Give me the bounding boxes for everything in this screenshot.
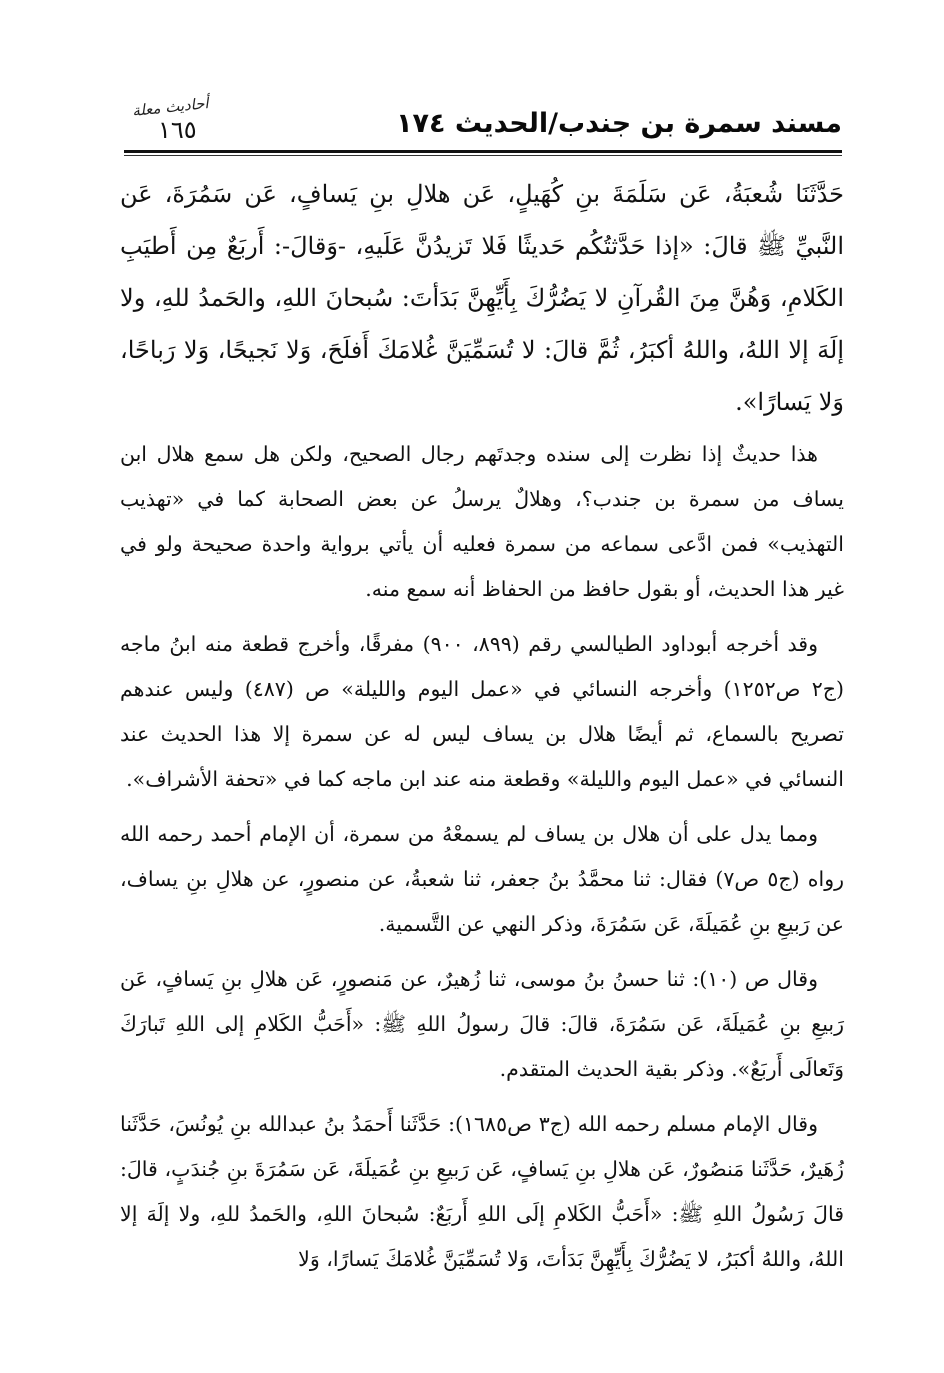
header-rule-thin <box>124 155 842 156</box>
header-rule <box>124 150 842 153</box>
page-number: ١٦٥ <box>158 116 197 144</box>
hadith-text: حَدَّثَنَا شُعبَةُ، عَن سَلَمَةَ بنِ كُهَيلٍ، عَن هلالِ بنِ يَسافٍ، عَن سَمُرَةَ، عَن النَّبيِّ ﷺ قالَ: «إذا حَدَّثتُكُم حَديثًا فَلا تَزيدُنَّ عَلَيهِ، -وَقالَ-: أَربَعٌ مِن أَطيَبِ الكَلامِ، وَهُنَّ مِنَ القُرآنِ لا يَضُرُّكَ بِأَيِّهِنَّ بَدَأتَ: سُبحانَ اللهِ، والحَمدُ للهِ، ولا إلَهَ إلا اللهُ، واللهُ أكبَرُ، ثُمَّ قالَ: لا تُسَمِّيَنَّ غُلامَكَ أَفلَحَ، وَلا نَجيحًا، وَلا رَباحًا، وَلا يَسارًا». <box>120 180 844 416</box>
header-title: مسند سمرة بن جندب/الحديث ١٧٤ <box>396 108 842 139</box>
commentary-paragraph: هذا حديثٌ إذا نظرت إلى سنده وجدتَهم رجال الصحيح، ولكن هل سمع هلال ابن يساف من سمرة بن جندب؟، وهلالٌ يرسلُ عن بعض الصحابة كما في «تهذيب التهذيب» فمن ادَّعى سماعه من سمرة فعليه أن يأتي برواية واحدة صحيحة ولو في غير هذا الحديث، أو بقول حافظ من الحفاظ أنه سمع منه. <box>120 442 844 601</box>
commentary-paragraph: وقال ص (١٠): ثنا حسنُ بنُ موسى، ثنا زُهيرٌ، عن مَنصورٍ، عَن هلالِ بنِ يَسافٍ، عَن رَبيعِ بنِ عُمَيلَةَ، عَن سَمُرَةَ، قالَ: قالَ رسولُ اللهِ ﷺ: «أَحَبُّ الكَلامِ إلى اللهِ تَبارَكَ وَتَعالَى أَربَعٌ». وذكر بقية الحديث المتقدم. <box>120 967 844 1081</box>
commentary-paragraph: وقد أخرجه أبوداود الطيالسي رقم (٨٩٩، ٩٠٠) مفرقًا، وأخرج قطعة منه ابنُ ماجه (ج٢ ص١٢٥٢) وأخرجه النسائي في «عمل اليوم والليلة» ص (٤٨٧) وليس عندهم تصريح بالسماع، ثم أيضًا هلال بن يساف ليس له عن سمرة إلا هذا الحديث عند النسائي في «عمل اليوم والليلة» وقطعة منه عند ابن ماجه كما في «تحفة الأشراف». <box>120 632 844 791</box>
handwritten-note: أحاديث معلة <box>131 94 210 120</box>
commentary-paragraph: وقال الإمام مسلم رحمه الله (ج٣ ص١٦٨٥): حَدَّثَنا أَحمَدُ بنُ عبدالله بنِ يُونُسَ، حَدَّثَنا زُهَيرٌ، حَدَّثَنا مَنصُورٌ، عَن هلالِ بنِ يَسافٍ، عَن رَبيعِ بنِ عُمَيلَةَ، عَن سَمُرَةَ بنِ جُندَبٍ، قالَ: قالَ رَسُولُ اللهِ ﷺ: «أَحَبُّ الكَلامِ إلَى اللهِ أَربَعٌ: سُبحانَ اللهِ، والحَمدُ للهِ، ولا إلَهَ إلا اللهُ، واللهُ أكبَرُ، لا يَضُرُّكَ بِأَيِّهِنَّ بَدَأتَ، وَلا تُسَمِّيَنَّ غُلامَكَ يَسارًا، وَلا <box>120 1112 844 1271</box>
running-header <box>120 94 842 158</box>
page-body <box>120 168 844 1292</box>
commentary-paragraph: ومما يدل على أن هلال بن يساف لم يسمعْهُ من سمرة، أن الإمام أحمد رحمه الله رواه (ج٥ ص٧) فقال: ثنا محمَّدُ بنُ جعفر، ثنا شعبةُ، عن منصورٍ، عن هلالِ بنِ يساف، عن رَبيعِ بنِ عُمَيلَةَ، عَن سَمُرَةَ، وذكر النهي عن التَّسمية. <box>120 822 844 936</box>
